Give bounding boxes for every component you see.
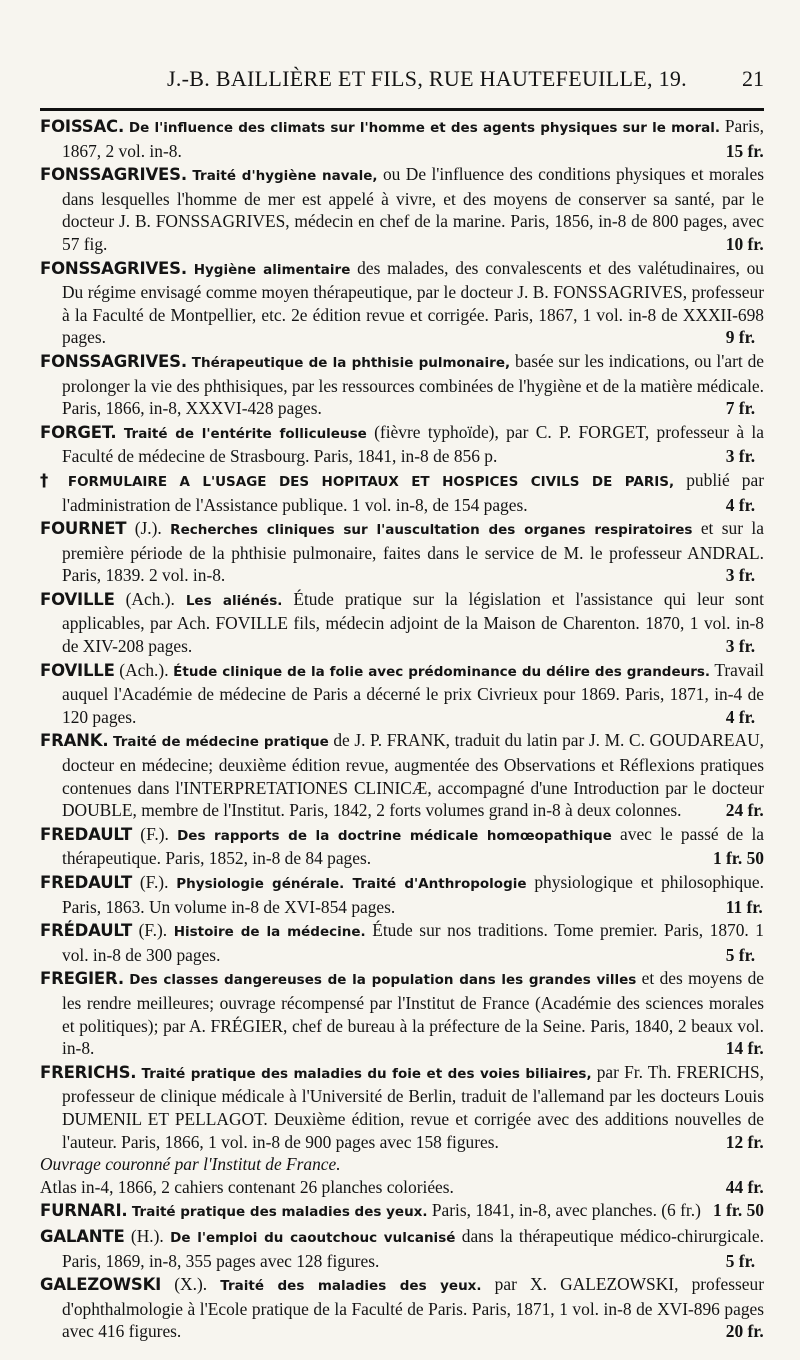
entry-author-initials: (H.). [124,1225,164,1246]
entry-atlas-line [40,1176,764,1199]
entry-description: et des moyens de les rendre meilleures; ouvrage récompensé par l'Institut de France (Académie des sciences morales et politiques); par A. FRÉGIER, chef de bureau à la préfecture de la Seine. Paris, 1840, 2 beaux vol. in-8. [62,968,764,1059]
entry-author: FONSSAGRIVES. [40,351,187,371]
entry-description: des malades, des convalescents et des valétudinaires, ou Du régime envisagé comme moyen thérapeutique, par le docteur J. B. FONSSAGRIVES, professeur à la Faculté de Montpellier, etc. 2e édition revue et corrigée. Paris, 1867, 1 vol. in-8 de XXXII-698 pages. [62,257,764,348]
entry-author: † [40,470,56,490]
entry-price: 4 fr. [725,706,756,727]
entry-title: De l'influence des climats sur l'homme et des agents physiques sur le moral. [128,120,720,136]
entry-title: De l'emploi du caoutchouc vulcanisé [170,1229,456,1246]
entry-price: 15 fr. [725,140,764,161]
entry-description: publié par l'administration de l'Assistance publique. 1 vol. in-8, de 154 pages. [62,469,764,515]
entry-title: Thérapeutique de la phthisie pulmonaire, [191,354,511,371]
entry-author: FURNARI. [40,1201,128,1221]
entry-title: Recherches cliniques sur l'auscultation des organes respiratoires [170,522,693,539]
catalog-entry [40,115,764,162]
entry-description: et sur la première période de la phthisie pulmonaire, faites dans le service de M. le professeur ANDRAL. Paris, 1839. 2 vol. in-8. [62,518,764,586]
entry-description: Paris, 1841, in-8, avec planches. (6 fr.) [427,1200,701,1221]
catalog-entries [40,115,764,1343]
entry-author: FRÉDAULT [40,921,133,941]
catalog-entry [40,350,764,420]
entry-price: 3 fr. [725,636,756,657]
entry-author: GALANTE [40,1226,125,1246]
entry-atlas-price: 44 fr. [725,1176,764,1197]
entry-title: Étude clinique de la folie avec prédominance du délire des grandeurs. [173,663,711,680]
entry-title: Traité des maladies des yeux. [220,1278,482,1295]
catalog-entry [40,1225,764,1272]
entry-title: FORMULAIRE A L'USAGE DES HOPITAUX ET HOSPICES CIVILS DE PARIS, [67,473,675,490]
entry-price: 12 fr. [725,1131,764,1152]
entry-note-line [40,1153,764,1176]
entry-title: Des rapports de la doctrine médicale homœopathique [177,827,612,844]
entry-price: 24 fr. [725,800,764,821]
catalog-entry [40,421,764,468]
entry-title: Les aliénés. [185,592,283,609]
entry-description: de J. P. FRANK, traduit du latin par J. M. C. GOUDAREAU, docteur en médecine; deuxième édition revue, augmentée des Observations et Réflexions pratiques contenues dans l'INTERPRETATIONES CLINICÆ, accompagné d'une Introduction par le docteur DOUBLE, membre de l'Institut. Paris, 1842, 2 forts volumes grand in-8 à deux colonnes. [62,730,764,821]
entry-title: Des classes dangereuses de la population dans les grandes villes [129,972,637,989]
entry-author: FRANK. [40,731,109,751]
entry-title: Traité pratique des maladies des yeux. [131,1204,428,1221]
entry-description: ou De l'influence des conditions physiques et morales dans lesquelles l'homme de mer est appelé à vivre, et des moyens de conserver sa santé, par le docteur J. B. FONSSAGRIVES, médecin en chef de la marine. Paris, 1856, in-8 de 800 pages, avec 57 fig. [62,164,764,254]
entry-title: Hygiène alimentaire [193,261,351,278]
entry-author: GALEZOWSKI [40,1275,162,1295]
entry-author-initials: (F.). [132,920,168,941]
entry-author: FOURNET [40,519,127,539]
catalog-entry [40,967,764,1059]
entry-description: avec le passé de la thérapeutique. Paris, 1852, in-8 de 84 pages. [62,823,765,869]
entry-author: FOVILLE [40,660,115,680]
catalog-entry [40,729,764,821]
entry-author-initials: (Ach.). [114,588,175,609]
entry-price: 1 fr. 50 [712,1200,764,1221]
catalog-entry [40,588,764,658]
entry-author-initials: (J.). [126,518,162,539]
entry-author: FREDAULT [40,824,133,844]
entry-price: 3 fr. [725,446,756,467]
entry-description: par Fr. Th. FRERICHS, professeur de clinique médicale à l'Université de Berlin, traduit de l'allemand par les docteurs Louis DUMENIL ET PELLAGOT. Deuxième édition, revue et corrigée avec des additions nouvelles de l'auteur. Paris, 1866, 1 vol. in-8 de 900 pages avec 158 figures. [62,1061,764,1152]
catalog-entry [40,469,764,516]
catalog-entry [40,1061,764,1199]
entry-author: FONSSAGRIVES. [40,258,187,278]
entry-price: 3 fr. [725,565,756,586]
catalog-entry [40,517,764,587]
entry-title: Traité pratique des maladies du foie et des voies biliaires, [141,1065,592,1082]
entry-description: Étude sur nos traditions. Tome premier. Paris, 1870. 1 vol. in-8 de 300 pages. [62,920,765,965]
entry-price: 10 fr. [725,233,764,254]
entry-description: (fièvre typhoïde), par C. P. FORGET, professeur à la Faculté de médecine de Strasbourg. Paris, 1841, in-8 de 856 p. [62,421,764,467]
catalog-entry [40,919,764,966]
entry-price: 9 fr. [725,327,756,348]
entry-description: Étude pratique sur la législation et l'assistance qui leur sont applicables, par Ach. FOVILLE fils, médecin adjoint de la Maison de Charenton. 1870, 1 vol. in-8 de XIV-208 pages. [62,588,764,657]
entry-author: FORGET. [40,422,117,442]
entry-title: Traité de médecine pratique [113,734,329,751]
entry-author: FOVILLE [40,589,115,609]
catalog-entry [40,163,764,255]
entry-author-initials: (F.). [132,872,169,892]
entry-price: 11 fr. [725,896,763,917]
entry-description: par X. GALEZOWSKI, professeur d'ophthalmologie à l'Ecole pratique de la Faculté de Paris. Paris, 1871, 1 vol. in-8 de XVI-896 pages avec 416 figures. [62,1274,765,1342]
entry-title: Traité de l'entérite folliculeuse [123,425,367,442]
entry-title: Traité d'hygiène navale, [192,168,378,185]
running-header [40,66,764,100]
entry-description: Paris, 1867, 2 vol. in-8. [62,116,764,161]
entry-price: 5 fr. [725,1250,756,1271]
entry-title: Physiologie générale. Traité d'Anthropologie [176,876,527,892]
entry-price: 14 fr. [725,1038,764,1059]
entry-description: Travail auquel l'Académie de médecine de Paris a décerné le prix Civrieux pour 1869. Paris, 1871, in-4 de 120 pages. [62,659,764,727]
entry-author: FOISSAC. [40,117,125,136]
catalog-entry [40,823,764,870]
entry-author-initials: (F.). [132,823,169,844]
catalog-entry [40,257,764,349]
entry-note: Ouvrage couronné par l'Institut de France. [40,1154,341,1175]
entry-author-initials: (X.). [161,1274,208,1295]
entry-description: physiologique et philosophique. Paris, 1863. Un volume in-8 de XVI-854 pages. [62,872,764,917]
entry-price: 20 fr. [725,1321,764,1342]
entry-author: FONSSAGRIVES. [40,165,187,185]
entry-price: 5 fr. [725,944,756,965]
running-title: J.-B. BAILLIÈRE ET FILS, RUE HAUTEFEUILLE, 19. [167,66,687,91]
entry-author: FREDAULT [40,873,133,892]
catalog-entry [40,871,764,918]
entry-title: Histoire de la médecine. [173,924,366,941]
entry-price: 4 fr. [725,494,756,515]
entry-price: 7 fr. [725,398,756,419]
entry-description: basée sur les indications, ou l'art de prolonger la vie des phthisiques, par les ressources combinées de l'hygiène et de la matière médicale. Paris, 1866, in-8, XXXVI-428 pages. [62,350,764,419]
entry-price: 1 fr. 50 [712,848,764,869]
entry-author-initials: (Ach.). [114,659,169,680]
entry-author: FREGIER. [40,969,124,989]
catalog-entry [40,1199,764,1224]
catalog-entry [40,1273,764,1343]
entry-author: FRERICHS. [40,1062,137,1082]
entry-atlas-text: Atlas in-4, 1866, 2 cahiers contenant 26 planches coloriées. [40,1176,454,1197]
entry-description: dans la thérapeutique médico-chirurgicale. Paris, 1869, in-8, 355 pages avec 128 figures. [62,1225,764,1271]
page-number: 21 [742,66,764,91]
header-rule [40,108,764,111]
catalog-entry [40,659,764,729]
